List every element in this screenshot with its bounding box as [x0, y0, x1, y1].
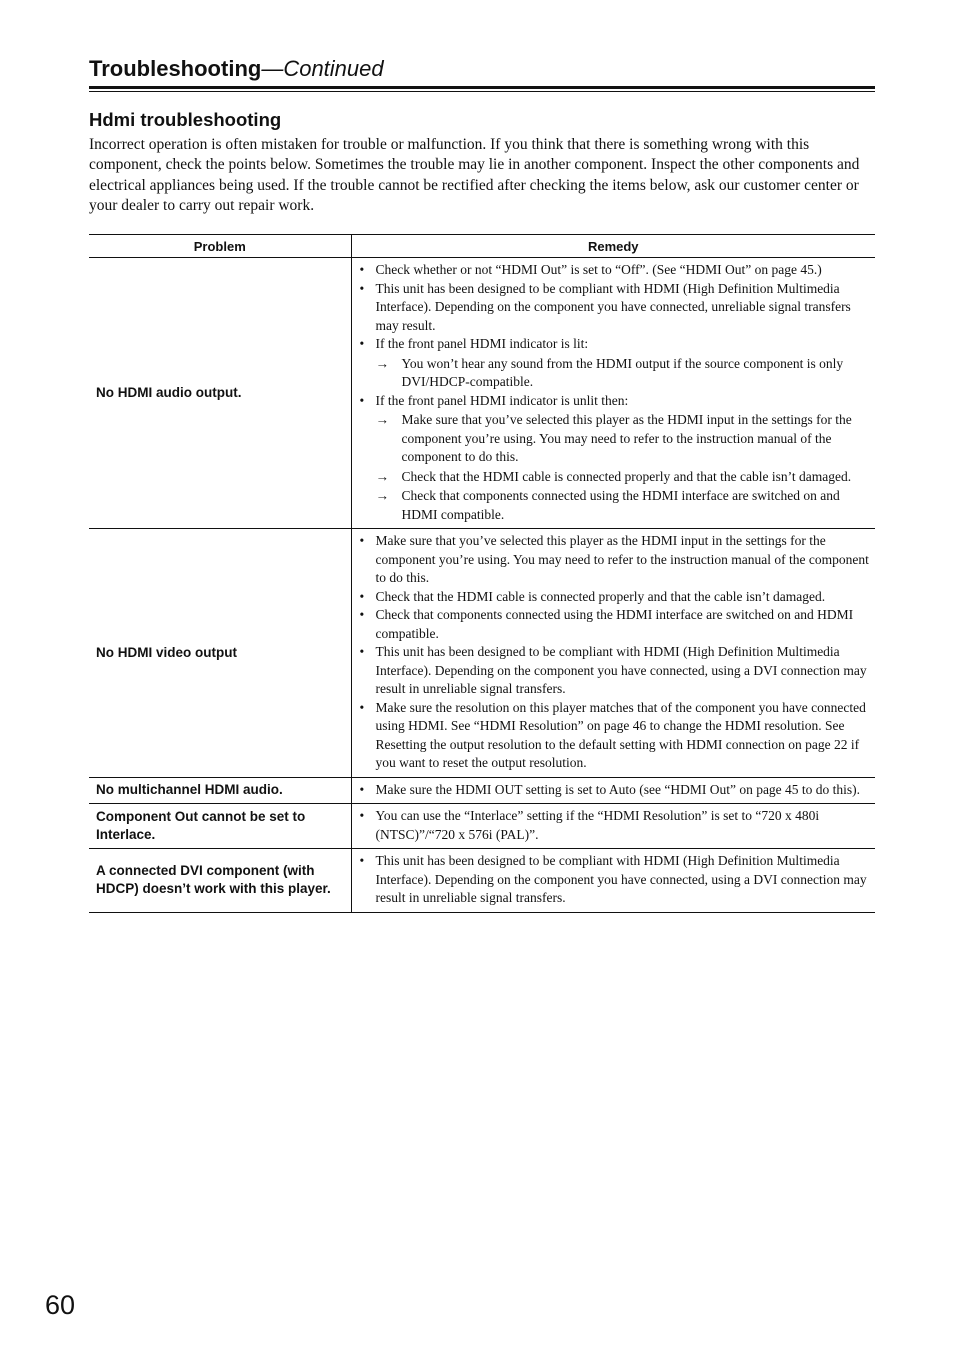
- problem-cell: No HDMI audio output.: [89, 258, 351, 529]
- remedy-item: [359, 643, 870, 699]
- remedy-subitem: → Make sure that you’ve selected this player as the HDMI input in the settings for the component you’re using. You may need to refer to the instruction manual of the component to do this.: [376, 411, 870, 467]
- remedy-list: [359, 532, 870, 773]
- remedy-item: [359, 606, 870, 643]
- remedy-list: [359, 781, 870, 800]
- remedy-sublist: [376, 411, 870, 524]
- problem-cell: No multichannel HDMI audio.: [89, 777, 351, 804]
- remedy-list: [359, 807, 870, 844]
- remedy-text: You can use the “Interlace” setting if the “HDMI Resolution” is set to “720 x 480i (NTSC)”/“720 x 576i (PAL)”.: [375, 808, 820, 842]
- remedy-list: [359, 852, 870, 908]
- remedy-cell: [351, 529, 875, 778]
- table-body: [89, 258, 875, 913]
- table-row: [89, 804, 875, 849]
- remedy-text: This unit has been designed to be compliant with HDMI (High Definition Multimedia Interface). Depending on the component you have connected, using a DVI connection may result in unreliable signal transfers.: [375, 644, 867, 696]
- remedy-text: Make sure the resolution on this player matches that of the component you have connected using HDMI. See “HDMI Resolution” on page 46 to change the HDMI resolution. See Resetting the output resolution to the default setting with HDMI connection on page 22 if you want to reset the output resolution.: [375, 699, 866, 770]
- page-number: 60: [45, 1290, 76, 1320]
- header-rule-thick: [89, 86, 875, 89]
- problem-column-header: Problem: [89, 235, 351, 258]
- header-continued: —Continued: [261, 56, 384, 81]
- remedy-item: [359, 261, 870, 280]
- table-row: [89, 529, 875, 778]
- remedy-item: [359, 335, 870, 392]
- header-rule-thin: [89, 91, 875, 92]
- page-header: [89, 56, 384, 82]
- remedy-item: [359, 280, 870, 336]
- table-row: [89, 777, 875, 804]
- remedy-sublist: [376, 355, 870, 392]
- remedy-text: Make sure that you’ve selected this player as the HDMI input in the settings for the component you’re using. You may need to refer to the instruction manual of the component to do this.: [375, 533, 869, 585]
- remedy-cell: [351, 777, 875, 804]
- remedy-item: [359, 392, 870, 525]
- remedy-item: [359, 699, 870, 773]
- remedy-text: Check that the HDMI cable is connected properly and that the cable isn’t damaged.: [375, 588, 826, 604]
- remedy-text: Check that components connected using the HDMI interface are switched on and HDMI compatible.: [375, 607, 854, 641]
- header-title: Troubleshooting: [89, 56, 262, 81]
- remedy-column-header: Remedy: [351, 235, 875, 258]
- remedy-text: If the front panel HDMI indicator is unlit then:: [375, 392, 629, 408]
- remedy-text: This unit has been designed to be compliant with HDMI (High Definition Multimedia Interface). Depending on the component you have connected, using a DVI connection may result in unreliable signal transfers.: [375, 853, 867, 905]
- remedy-list: [359, 261, 870, 524]
- remedy-item: [359, 781, 870, 800]
- remedy-item: [359, 532, 870, 588]
- remedy-item: [359, 852, 870, 908]
- table-header-row: [89, 235, 875, 258]
- remedy-text: Make sure the HDMI OUT setting is set to Auto (see “HDMI Out” on page 45 to do this).: [375, 781, 861, 797]
- remedy-cell: [351, 849, 875, 913]
- table-row: [89, 849, 875, 913]
- remedy-text: This unit has been designed to be compliant with HDMI (High Definition Multimedia Interface). Depending on the component you have connected, unreliable signal transfers may result.: [375, 280, 851, 333]
- remedy-text: If the front panel HDMI indicator is lit:: [375, 336, 589, 351]
- remedy-item: [359, 807, 870, 844]
- problem-cell: A connected DVI component (with HDCP) doesn’t work with this player.: [89, 849, 351, 913]
- remedy-cell: [351, 258, 875, 529]
- remedy-subitem: → Check that the HDMI cable is connected properly and that the cable isn’t damaged.: [376, 468, 870, 487]
- intro-paragraph: Incorrect operation is often mistaken for trouble or malfunction. If you think that there is something wrong with this component, check the points below. Sometimes the trouble may lie in another component. Inspect the other components and electrical appliances being used. If the trouble cannot be rectified after checking the items below, ask our customer center or your dealer to carry out repair work.: [89, 136, 860, 214]
- troubleshooting-table: [89, 234, 875, 913]
- remedy-cell: [351, 804, 875, 849]
- remedy-subitem: → Check that components connected using the HDMI interface are switched on and HDMI compatible.: [376, 487, 870, 524]
- section-title: Hdmi troubleshooting: [89, 109, 282, 130]
- table-row: [89, 258, 875, 529]
- remedy-item: [359, 588, 870, 607]
- remedy-text: Check whether or not “HDMI Out” is set to “Off”. (See “HDMI Out” on page 45.): [375, 262, 822, 277]
- remedy-subitem: → You won’t hear any sound from the HDMI output if the source component is only DVI/HDCP-compatible.: [376, 355, 870, 392]
- problem-cell: Component Out cannot be set to Interlace.: [89, 804, 351, 849]
- problem-cell: No HDMI video output: [89, 529, 351, 778]
